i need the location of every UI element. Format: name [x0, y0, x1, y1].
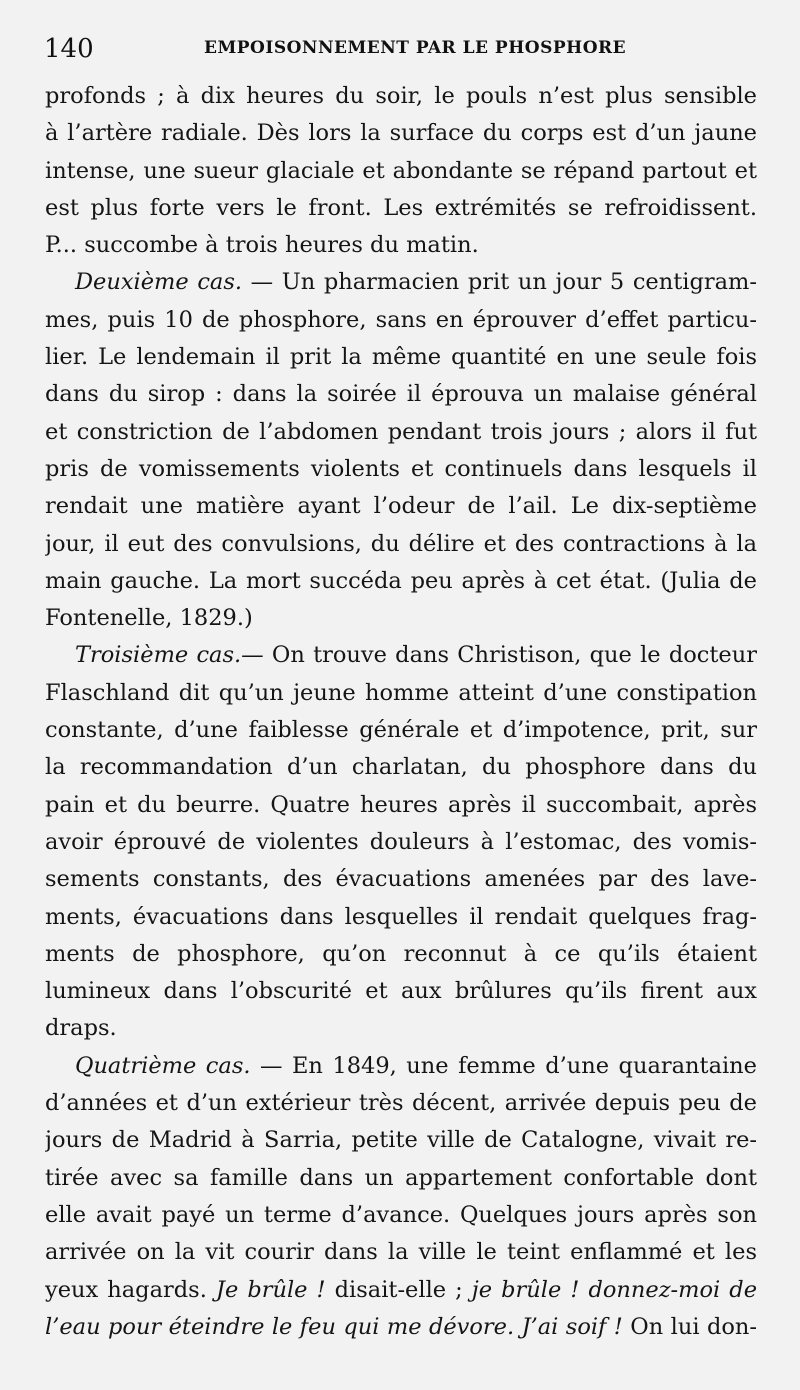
- text-segment: — Un pharmacien prit un jour 5 centigram-: [242, 269, 757, 296]
- text-line: [45, 1160, 757, 1197]
- text-segment: la recommandation d’un charlatan, du phosphore dans du: [45, 754, 757, 781]
- body-text: [45, 78, 757, 1346]
- text-segment: à l’artère radiale. Dès lors la surface du corps est d’un jaune: [45, 120, 757, 147]
- text-line: [45, 339, 757, 376]
- text-segment: profonds ; à dix heures du soir, le pouls n’est plus sensible: [45, 83, 757, 109]
- text-segment: On lui don-: [622, 1313, 757, 1340]
- text-segment: — En 1849, une femme d’une quarantaine: [250, 1052, 757, 1079]
- text-segment: Fontenelle, 1829.): [45, 605, 253, 632]
- text-line: [45, 861, 757, 898]
- text-line: [45, 1272, 757, 1309]
- italic-text: l’eau pour éteindre le feu qui me dévore. J’ai soif !: [45, 1313, 623, 1340]
- text-line: [45, 190, 757, 227]
- text-segment: sements constants, des évacuations amenées par des lave-: [45, 866, 757, 893]
- text-segment: mes, puis 10 de phosphore, sans en éprouver d’effet particu-: [45, 306, 757, 333]
- text-segment: dans du sirop : dans la soirée il éprouva un malaise général: [45, 381, 757, 408]
- text-line: [45, 1048, 757, 1085]
- text-line: [45, 1010, 757, 1047]
- text-segment: avoir éprouvé de violentes douleurs à l’estomac, des vomis-: [45, 828, 757, 855]
- text-segment: ments, évacuations dans lesquelles il rendait quelques frag-: [45, 903, 757, 930]
- text-line: [45, 1234, 757, 1271]
- text-line: [45, 973, 757, 1010]
- text-segment: d’années et d’un extérieur très décent, arrivée depuis peu de: [45, 1090, 757, 1117]
- text-line: [45, 563, 757, 600]
- italic-text: je brûle ! donnez-moi de: [471, 1276, 757, 1303]
- text-line: [45, 787, 757, 824]
- text-line: [45, 637, 757, 674]
- text-line: [45, 1309, 757, 1346]
- text-segment: lumineux dans l’obscurité et aux brûlures qu’ils firent aux: [45, 978, 757, 1005]
- text-segment: draps.: [45, 1015, 117, 1042]
- text-segment: constante, d’une faiblesse générale et d’impotence, prit, sur: [45, 717, 757, 744]
- text-line: [45, 526, 757, 563]
- text-line: [45, 78, 757, 115]
- text-line: [45, 749, 757, 786]
- text-segment: pain et du beurre. Quatre heures après il succombait, après: [45, 791, 757, 818]
- text-segment: disait-elle ;: [325, 1276, 472, 1303]
- text-segment: est plus forte vers le front. Les extrémités se refroidissent.: [45, 194, 757, 221]
- text-line: [45, 153, 757, 190]
- italic-text: Deuxième cas.: [75, 269, 243, 296]
- text-segment: arrivée on la vit courir dans la ville le teint enflammé et les: [45, 1239, 757, 1266]
- text-line: [45, 899, 757, 936]
- text-segment: elle avait payé un terme d’avance. Quelques jours après son: [45, 1201, 757, 1228]
- text-segment: ments de phosphore, qu’on reconnut à ce qu’ils étaient: [45, 940, 757, 967]
- text-segment: Flaschland dit qu’un jeune homme atteint d’une constipation: [45, 679, 757, 706]
- text-segment: lier. Le lendemain il prit la même quantité en une seule fois: [45, 344, 757, 371]
- italic-text: Quatrième cas.: [75, 1052, 251, 1079]
- text-line: [45, 302, 757, 339]
- text-line: [45, 824, 757, 861]
- text-segment: et constriction de l’abdomen pendant trois jours ; alors il fut: [45, 418, 757, 445]
- text-line: [45, 600, 757, 637]
- text-line: [45, 376, 757, 413]
- text-line: [45, 1122, 757, 1159]
- text-line: [45, 264, 757, 301]
- text-segment: tirée avec sa famille dans un appartement confortable dont: [45, 1164, 757, 1191]
- page-header: [44, 30, 764, 70]
- italic-text: Je brûle !: [215, 1276, 326, 1303]
- text-segment: — On trouve dans Christison, que le docteur: [241, 642, 757, 669]
- text-segment: intense, une sueur glaciale et abondante se répand partout et: [45, 157, 757, 184]
- text-segment: P... succombe à trois heures du matin.: [45, 232, 479, 259]
- text-line: [45, 675, 757, 712]
- text-segment: jour, il eut des convulsions, du délire et des contractions à la: [45, 530, 757, 557]
- text-segment: main gauche. La mort succéda peu après à cet état. (Julia de: [45, 567, 757, 594]
- text-segment: yeux hagards.: [45, 1276, 216, 1303]
- text-line: [45, 414, 757, 451]
- text-line: [45, 227, 757, 264]
- text-segment: pris de vomissements violents et continuels dans lesquels il: [45, 455, 757, 482]
- text-line: [45, 1085, 757, 1122]
- italic-text: Troisième cas.: [75, 642, 242, 669]
- text-segment: jours de Madrid à Sarria, petite ville de Catalogne, vivait re-: [45, 1127, 757, 1154]
- running-head: EMPOISONNEMENT PAR LE PHOSPHORE: [204, 38, 627, 58]
- text-line: [45, 115, 757, 152]
- text-segment: rendait une matière ayant l’odeur de l’ail. Le dix-septième: [45, 493, 757, 520]
- text-line: [45, 451, 757, 488]
- text-line: [45, 1197, 757, 1234]
- text-line: [45, 488, 757, 525]
- page-number: 140: [44, 34, 94, 64]
- text-line: [45, 712, 757, 749]
- text-line: [45, 936, 757, 973]
